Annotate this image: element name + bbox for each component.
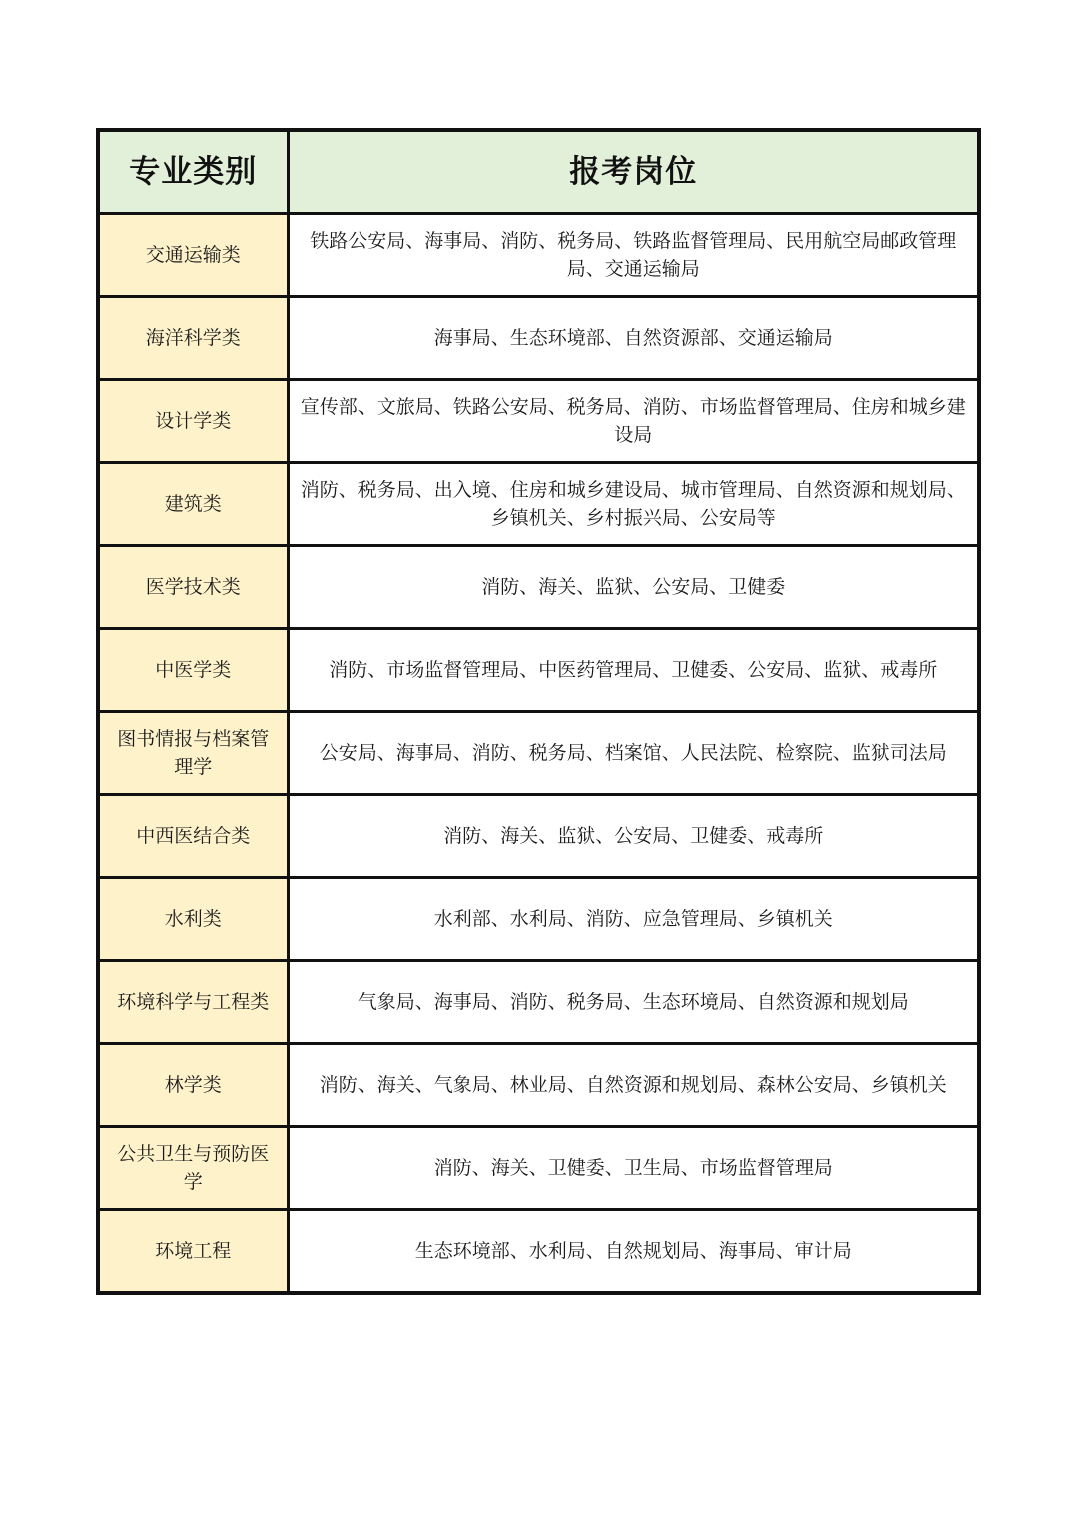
table-row xyxy=(98,961,979,1044)
table-row xyxy=(98,380,979,463)
posts-cell: 水利部、水利局、消防、应急管理局、乡镇机关 xyxy=(288,878,979,961)
header-row xyxy=(98,130,979,214)
table-row xyxy=(98,463,979,546)
header-major: 专业类别 xyxy=(98,130,288,214)
major-cell: 建筑类 xyxy=(98,463,288,546)
posts-cell: 消防、市场监督管理局、中医药管理局、卫健委、公安局、监狱、戒毒所 xyxy=(288,629,979,712)
posts-cell: 消防、海关、气象局、林业局、自然资源和规划局、森林公安局、乡镇机关 xyxy=(288,1044,979,1127)
posts-cell: 铁路公安局、海事局、消防、税务局、铁路监督管理局、民用航空局邮政管理局、交通运输局 xyxy=(288,214,979,297)
header-posts: 报考岗位 xyxy=(288,130,979,214)
major-cell: 中西医结合类 xyxy=(98,795,288,878)
major-positions-table xyxy=(96,128,981,1295)
posts-cell: 气象局、海事局、消防、税务局、生态环境局、自然资源和规划局 xyxy=(288,961,979,1044)
major-cell: 林学类 xyxy=(98,1044,288,1127)
table-row xyxy=(98,1044,979,1127)
table-row xyxy=(98,214,979,297)
table-row xyxy=(98,629,979,712)
table-row xyxy=(98,1210,979,1294)
table-row xyxy=(98,795,979,878)
posts-cell: 宣传部、文旅局、铁路公安局、税务局、消防、市场监督管理局、住房和城乡建设局 xyxy=(288,380,979,463)
major-cell: 海洋科学类 xyxy=(98,297,288,380)
major-cell: 中医学类 xyxy=(98,629,288,712)
table-row xyxy=(98,297,979,380)
posts-cell: 消防、海关、监狱、公安局、卫健委、戒毒所 xyxy=(288,795,979,878)
table-row xyxy=(98,546,979,629)
posts-cell: 海事局、生态环境部、自然资源部、交通运输局 xyxy=(288,297,979,380)
major-cell: 环境科学与工程类 xyxy=(98,961,288,1044)
major-cell: 设计学类 xyxy=(98,380,288,463)
table-row xyxy=(98,712,979,795)
major-cell: 图书情报与档案管理学 xyxy=(98,712,288,795)
major-cell: 交通运输类 xyxy=(98,214,288,297)
table-row xyxy=(98,1127,979,1210)
major-cell: 环境工程 xyxy=(98,1210,288,1294)
posts-cell: 生态环境部、水利局、自然规划局、海事局、审计局 xyxy=(288,1210,979,1294)
major-cell: 公共卫生与预防医学 xyxy=(98,1127,288,1210)
major-cell: 医学技术类 xyxy=(98,546,288,629)
table-row xyxy=(98,878,979,961)
posts-cell: 公安局、海事局、消防、税务局、档案馆、人民法院、检察院、监狱司法局 xyxy=(288,712,979,795)
posts-cell: 消防、海关、卫健委、卫生局、市场监督管理局 xyxy=(288,1127,979,1210)
major-cell: 水利类 xyxy=(98,878,288,961)
posts-cell: 消防、海关、监狱、公安局、卫健委 xyxy=(288,546,979,629)
posts-cell: 消防、税务局、出入境、住房和城乡建设局、城市管理局、自然资源和规划局、乡镇机关、乡村振兴局、公安局等 xyxy=(288,463,979,546)
